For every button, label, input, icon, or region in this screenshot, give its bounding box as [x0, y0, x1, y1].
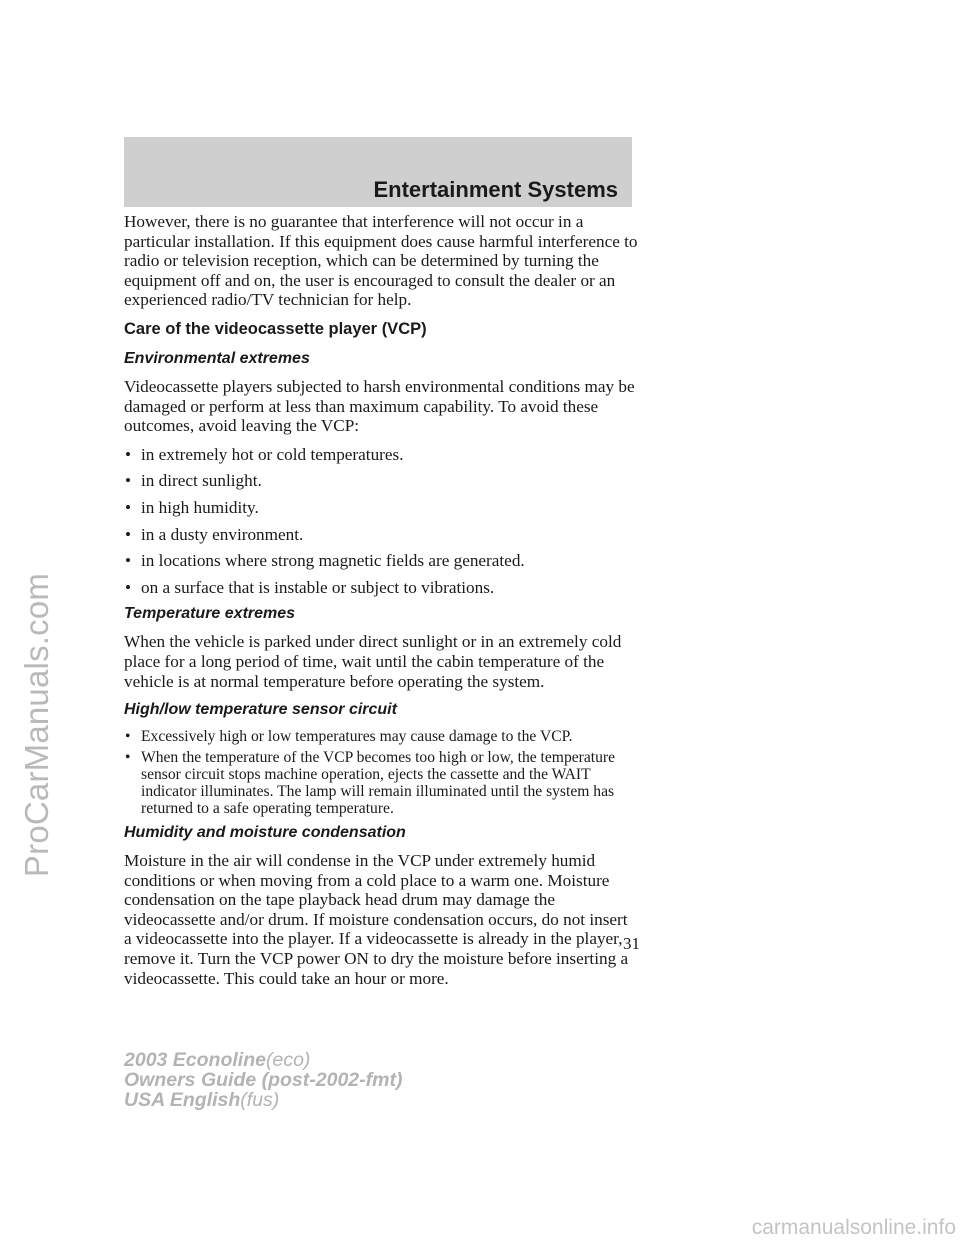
- list-item: [124, 551, 639, 571]
- footer-language-code: (fus): [240, 1089, 280, 1111]
- list-item: [124, 525, 639, 545]
- list-item: [124, 498, 639, 518]
- bullet-icon: •: [125, 524, 132, 544]
- side-watermark: [2, 445, 72, 1005]
- sensor-heading: High/low temperature sensor circuit: [124, 701, 397, 719]
- list-item-text: in a dusty environment.: [141, 524, 304, 544]
- bottom-watermark: carmanualsonline.info: [751, 1216, 956, 1239]
- humidity-heading: Humidity and moisture condensation: [124, 824, 406, 842]
- list-item: [124, 728, 639, 745]
- list-item: [124, 749, 639, 817]
- environmental-list: [124, 445, 639, 598]
- page-content: [124, 212, 639, 997]
- list-item-text: in locations where strong magnetic fields are generated.: [141, 551, 525, 571]
- list-item-text: Excessively high or low temperatures may cause damage to the VCP.: [141, 728, 573, 746]
- humidity-paragraph: Moisture in the air will condense in the VCP under extremely humid conditions or when moving from a cold place to a warm one. Moisture condensation on the tape playback head drum may damage the videocassette and/or drum. If moisture condensation occurs, do not insert a videocassette into the player. If a videocassette is already in the player, remove it. Turn the VCP power ON to dry the moisture before inserting a videocassette. This could take an hour or more.: [124, 851, 629, 988]
- document-footer: [124, 1050, 402, 1110]
- bullet-icon: •: [125, 728, 131, 746]
- footer-language-line: [124, 1090, 402, 1110]
- list-item-text: When the temperature of the VCP becomes too high or low, the temperature sensor circuit stops machine operation, ejects the cassette and the WAIT indicator illuminates. The lamp will remain illuminated until the system has returned to a safe operating temperature.: [141, 749, 616, 818]
- section-header-title: Entertainment Systems: [373, 177, 618, 202]
- environmental-heading: Environmental extremes: [124, 349, 310, 367]
- temperature-paragraph: When the vehicle is parked under direct sunlight or in an extremely cold place for a long period of time, wait until the cabin temperature of the vehicle is at normal temperature before operating the system.: [124, 632, 622, 691]
- intro-paragraph: However, there is no guarantee that interference will not occur in a particular installation. If this equipment does cause harmful interference to radio or television reception, which can be determined by turning the equipment off and on, the user is encouraged to consult the dealer or an experienced radio/TV technician for help.: [124, 212, 638, 310]
- list-item: [124, 445, 639, 465]
- bullet-icon: •: [125, 497, 132, 517]
- list-item: [124, 471, 639, 491]
- care-section-title: Care of the videocassette player (VCP): [124, 319, 427, 338]
- bullet-icon: •: [125, 749, 131, 767]
- temperature-heading: Temperature extremes: [124, 605, 296, 623]
- section-header-band: [124, 137, 632, 207]
- list-item-text: in high humidity.: [141, 497, 259, 517]
- bullet-icon: •: [125, 551, 132, 571]
- bullet-icon: •: [125, 471, 132, 491]
- bullet-icon: •: [125, 577, 132, 597]
- bullet-icon: •: [125, 444, 132, 464]
- sensor-list: [124, 728, 639, 817]
- list-item-text: in extremely hot or cold temperatures.: [141, 444, 404, 464]
- footer-model: 2003 Econoline: [124, 1049, 266, 1071]
- footer-model-code: (eco): [265, 1049, 311, 1071]
- side-watermark-text: ProCarManuals.com: [18, 572, 55, 878]
- list-item: [124, 578, 639, 598]
- list-item-text: in direct sunlight.: [141, 471, 262, 491]
- footer-language: USA English: [124, 1089, 241, 1111]
- list-item-text: on a surface that is instable or subject to vibrations.: [141, 577, 495, 597]
- footer-guide-line: Owners Guide (post-2002-fmt): [124, 1069, 403, 1091]
- environmental-paragraph: Videocassette players subjected to harsh environmental conditions may be damaged or perform at less than maximum capability. To avoid these outcomes, avoid leaving the VCP:: [124, 376, 635, 436]
- footer-model-line: [124, 1050, 402, 1070]
- page-number: 31: [623, 934, 640, 953]
